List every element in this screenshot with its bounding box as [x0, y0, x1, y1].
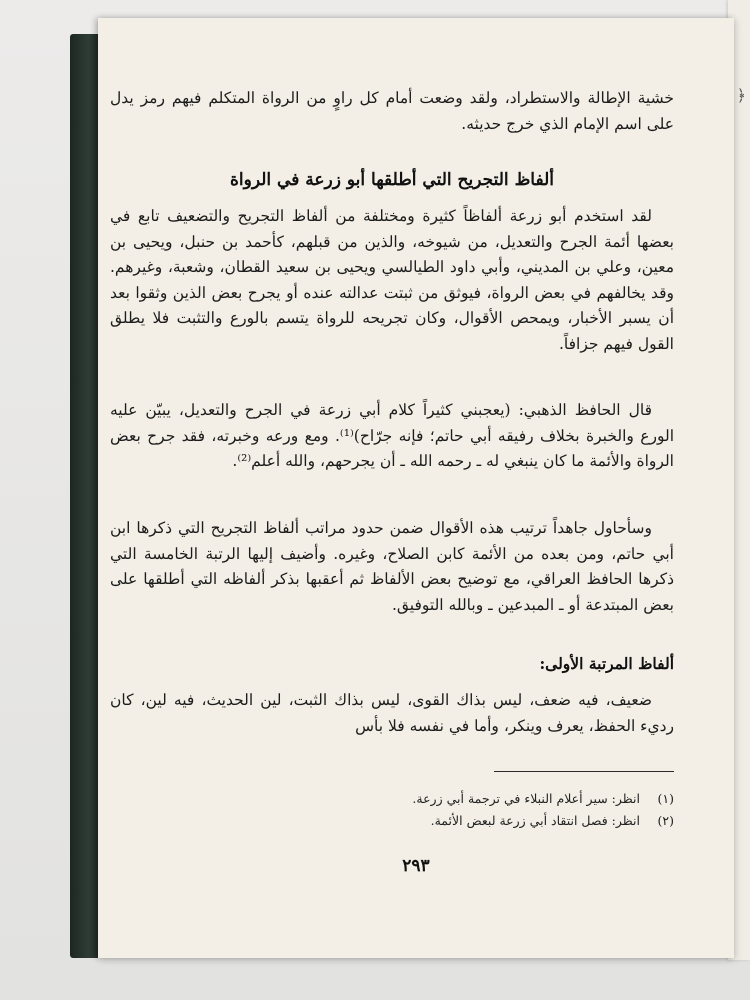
paragraph-3-block [110, 516, 674, 618]
footnote-item [110, 788, 674, 810]
section-heading: ألفاظ التجريح التي أطلقها أبو زرعة في الرواة [230, 170, 554, 190]
paragraph-1: لقد استخدم أبو زرعة ألفاظاً كثيرة ومختلفة من ألفاظ التجريح والتضعيف تابع في بعضها أئمة الجرح والتعديل، من شيوخه، والذين من قبلهم، كأحمد بن حنبل، ويحيى بن معين، وعلي بن المديني، وأبي داود الطيالسي ويحيى بن سعيد القطان، وشعبة، وغيرهم. وقد يخالفهم في بعض الرواة، فيوثق من ثبتت عدالته عنده أو يجرح بعض الذين وثقوا بعد أن يسبر الأخبار، ويمحص الأقوال، وكان تجريحه للرواة يتسم بالورع والتثبت فلا يطلق القول فيهم جزافاً. [110, 207, 674, 353]
page-number: ٢٩٣ [402, 856, 430, 876]
paragraph-2: قال الحافظ الذهبي: (يعجبني كثيراً كلام أبي زرعة في الجرح والتعديل، يبيّن عليه الورع والخبرة بخلاف رفيقه أبي حاتم؛ فإنه جرّاح)⁽¹⁾. ومع ورعه وخبرته، فقد جرح بعض الرواة والأئمة ما كان ينبغي له ـ رحمه الله ـ أن يجرحهم، والله أعلم⁽²⁾. [110, 401, 674, 470]
intro-paragraph-block [110, 86, 674, 137]
intro-paragraph: خشية الإطالة والاستطراد، ولقد وضعت أمام كل راوٍ من الرواة المتكلم فيهم رمز يدل على اسم الإمام الذي خرج حديثه. [110, 89, 674, 133]
adjacent-page-mark: ﴿ [736, 86, 746, 105]
paragraph-3: وسأحاول جاهداً ترتيب هذه الأقوال ضمن حدود مراتب ألفاظ التجريح التي ذكرها ابن أبي حاتم، ومن بعده من الأئمة كابن الصلاح، وغيره. وأضيف إليها الرتبة الخامسة التي ذكرها الحافظ العراقي، مع توضيح بعض الألفاظ ثم أعقبها بذكر ألفاظه التي أطلقها على بعض المبتدعة أو ـ المبدعين ـ وبالله التوفيق. [110, 519, 674, 614]
paragraph-4-block [110, 688, 674, 739]
footnote-text: انظر: فصل انتقاد أبي زرعة لبعض الأئمة. [430, 813, 640, 828]
footnotes [110, 788, 674, 832]
rank-one-heading: ألفاظ المرتبة الأولى: [539, 654, 674, 673]
paragraph-2-block [110, 398, 674, 475]
footnote-number: (٢) [657, 813, 674, 828]
footnote-rule [494, 771, 674, 772]
footnote-text: انظر: سير أعلام النبلاء في ترجمة أبي زرعة. [412, 791, 640, 806]
paragraph-4: ضعيف، فيه ضعف، ليس بذاك القوى، ليس بذاك الثبت، لين الحديث، فيه لين، كان رديء الحفظ، يعرف وينكر، وأما في نفسه فلا بأس [110, 691, 674, 735]
footnote-item [110, 810, 674, 832]
footnote-number: (١) [657, 791, 674, 806]
paragraph-1-block [110, 204, 674, 357]
